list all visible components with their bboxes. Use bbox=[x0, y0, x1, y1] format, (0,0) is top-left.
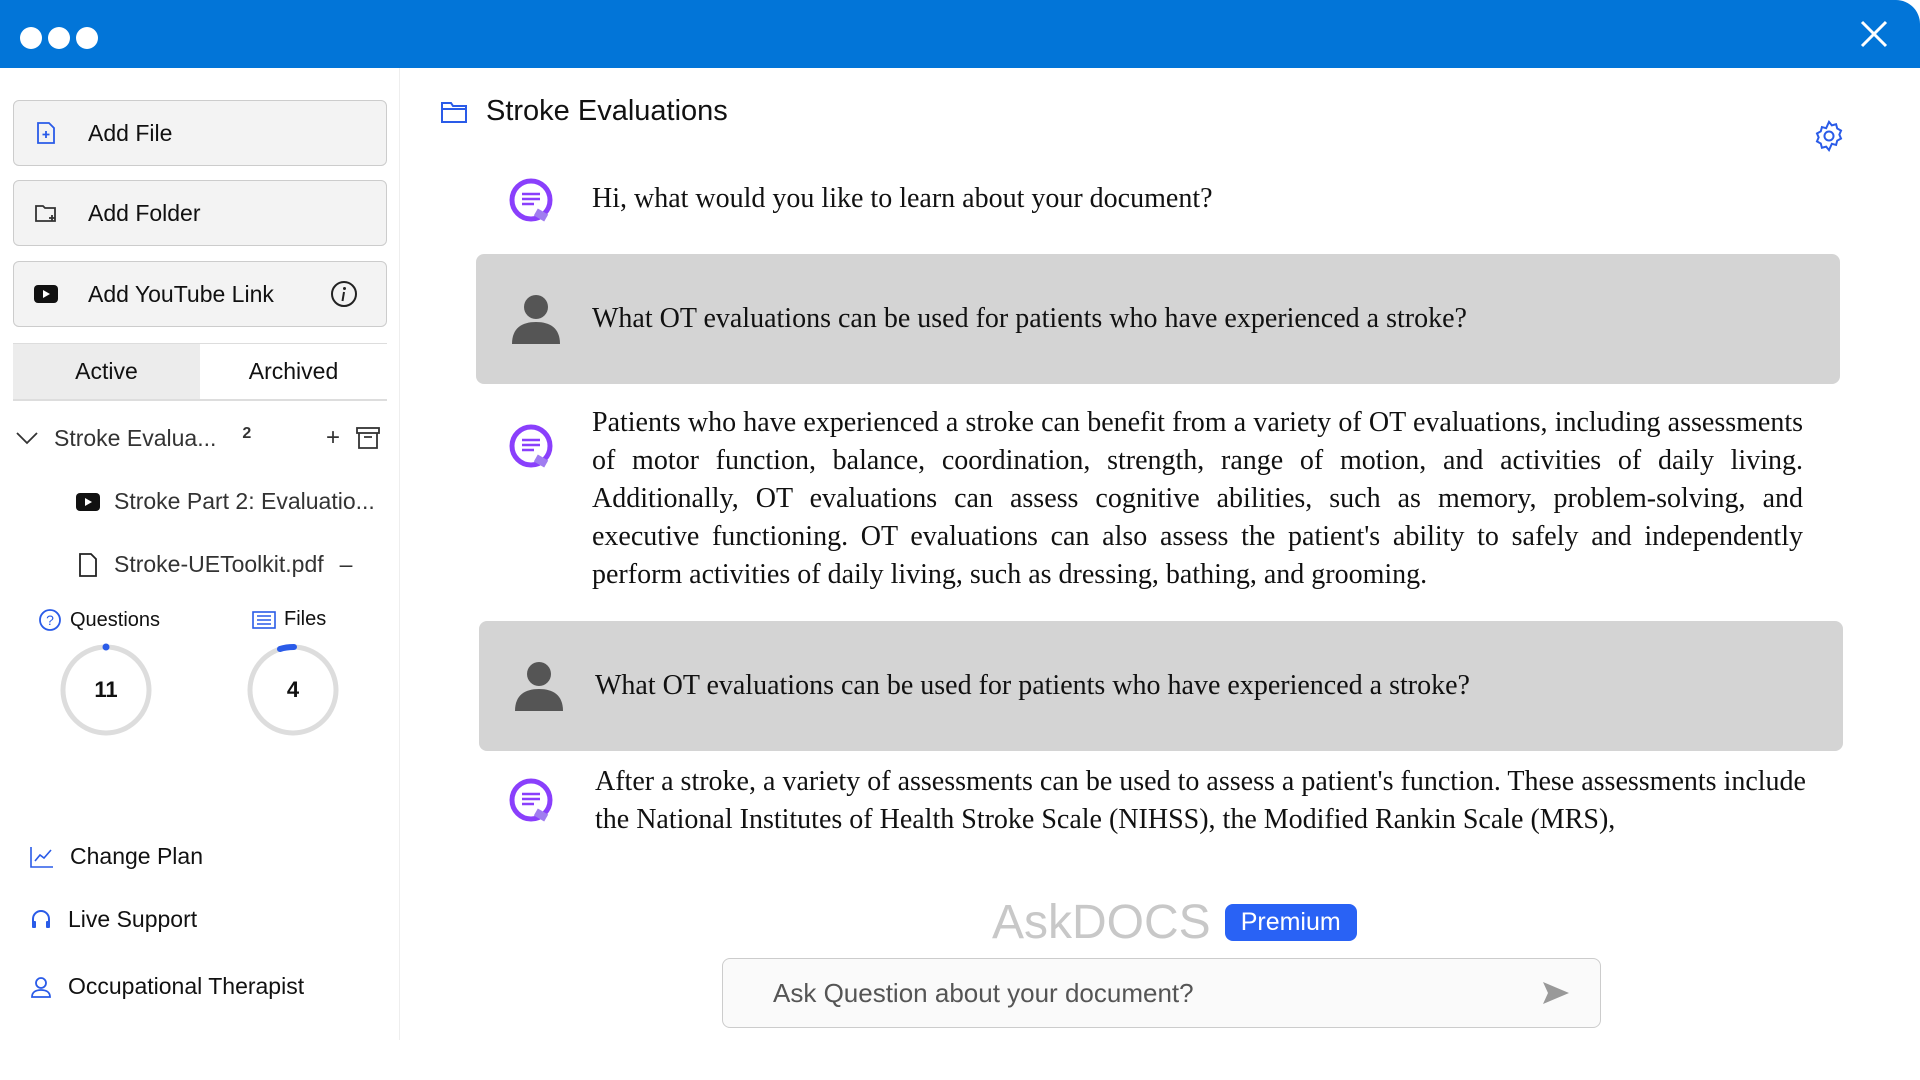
chevron-down-icon[interactable] bbox=[16, 431, 38, 445]
add-youtube-label: Add YouTube Link bbox=[88, 280, 274, 307]
folder-tabs bbox=[13, 343, 387, 401]
add-file-label: Add File bbox=[88, 119, 173, 146]
add-folder-button[interactable] bbox=[13, 180, 387, 246]
folder-name: Stroke Evalua... bbox=[54, 424, 217, 451]
bot-message: Hi, what would you like to learn about your document? bbox=[592, 183, 1213, 214]
folder-icon bbox=[440, 100, 468, 124]
nav-label: Live Support bbox=[68, 906, 198, 932]
question-input-box bbox=[722, 958, 1601, 1028]
user-message-bubble bbox=[476, 254, 1840, 384]
bot-message: After a stroke, a variety of assessments can be used to assess a patient's function. These assessments include the National Institutes of Health Stroke Scale (NIHSS), the Modified Rankin Scale (MRS), bbox=[595, 766, 1806, 835]
chart-line-icon bbox=[30, 846, 54, 868]
nav-live-support[interactable] bbox=[30, 906, 197, 933]
files-ring bbox=[246, 643, 340, 737]
file-item[interactable] bbox=[76, 488, 375, 515]
brand-logo: AskDOCS bbox=[992, 896, 1211, 949]
file-name: Stroke-UEToolkit.pdf bbox=[114, 551, 324, 577]
nav-label: Occupational Therapist bbox=[68, 973, 305, 999]
user-message: What OT evaluations can be used for patients who have experienced a stroke? bbox=[592, 303, 1467, 334]
sidebar bbox=[0, 68, 400, 1040]
file-plus-icon bbox=[32, 121, 60, 145]
user-avatar-icon bbox=[512, 294, 560, 344]
brand bbox=[992, 895, 1357, 950]
question-input[interactable] bbox=[723, 978, 1542, 1009]
chat-header bbox=[440, 95, 728, 128]
title-bar bbox=[0, 0, 1920, 68]
gear-icon[interactable] bbox=[1812, 119, 1846, 153]
files-stat-label bbox=[252, 608, 326, 631]
youtube-icon bbox=[32, 285, 60, 303]
close-icon[interactable] bbox=[1858, 18, 1890, 50]
questions-ring bbox=[59, 643, 153, 737]
file-item[interactable] bbox=[78, 551, 352, 578]
folder-plus-icon bbox=[32, 203, 60, 223]
bot-avatar-icon bbox=[509, 424, 555, 470]
questions-count: 11 bbox=[94, 677, 118, 702]
add-youtube-link-button[interactable] bbox=[13, 261, 387, 327]
tab-archived[interactable]: Archived bbox=[248, 358, 339, 384]
questions-label: Questions bbox=[70, 608, 161, 631]
user-message: What OT evaluations can be used for patients who have experienced a stroke? bbox=[595, 670, 1470, 701]
file-icon bbox=[78, 552, 98, 578]
window-controls[interactable] bbox=[20, 27, 98, 49]
info-icon[interactable] bbox=[330, 280, 358, 308]
folder-row[interactable] bbox=[16, 424, 386, 452]
user-avatar-icon bbox=[515, 661, 563, 711]
svg-text:?: ? bbox=[46, 612, 54, 628]
bot-message: Patients who have experienced a stroke can benefit from a variety of OT evaluations, including assessments of motor function, balance, coordination, strength, range of motion, and activities of daily living. Additionally, OT evaluations can assess cognitive abilities, such as memory, problem-solving, and executive functioning. OT evaluations can also assess the patient's ability to safely and independently perform activities of daily living, such as dressing, bathing, and grooming. bbox=[592, 407, 1803, 590]
page-title: Stroke Evaluations bbox=[486, 95, 728, 127]
question-circle-icon bbox=[38, 608, 62, 632]
user-message-bubble bbox=[479, 621, 1843, 751]
add-file-button[interactable] bbox=[13, 100, 387, 166]
nav-profile[interactable] bbox=[30, 973, 304, 1000]
send-icon[interactable] bbox=[1542, 981, 1570, 1005]
youtube-icon bbox=[76, 493, 100, 511]
bot-avatar-icon bbox=[509, 178, 555, 224]
headset-icon bbox=[30, 908, 52, 932]
nav-label: Change Plan bbox=[70, 843, 203, 869]
list-icon bbox=[252, 611, 276, 629]
add-to-folder-icon[interactable]: + bbox=[325, 424, 340, 451]
files-label: Files bbox=[284, 608, 327, 630]
file-name: Stroke Part 2: Evaluatio... bbox=[114, 488, 375, 514]
user-icon bbox=[30, 976, 52, 998]
folder-count: 2 bbox=[242, 425, 252, 442]
add-folder-label: Add Folder bbox=[88, 199, 201, 226]
archive-icon[interactable] bbox=[356, 427, 380, 449]
questions-stat-label bbox=[38, 608, 160, 632]
tab-active[interactable]: Active bbox=[13, 344, 200, 399]
files-count: 4 bbox=[286, 677, 300, 702]
remove-file-icon[interactable]: – bbox=[339, 551, 353, 577]
nav-change-plan[interactable] bbox=[30, 843, 203, 870]
premium-badge: Premium bbox=[1225, 904, 1357, 941]
bot-avatar-icon bbox=[509, 778, 555, 824]
